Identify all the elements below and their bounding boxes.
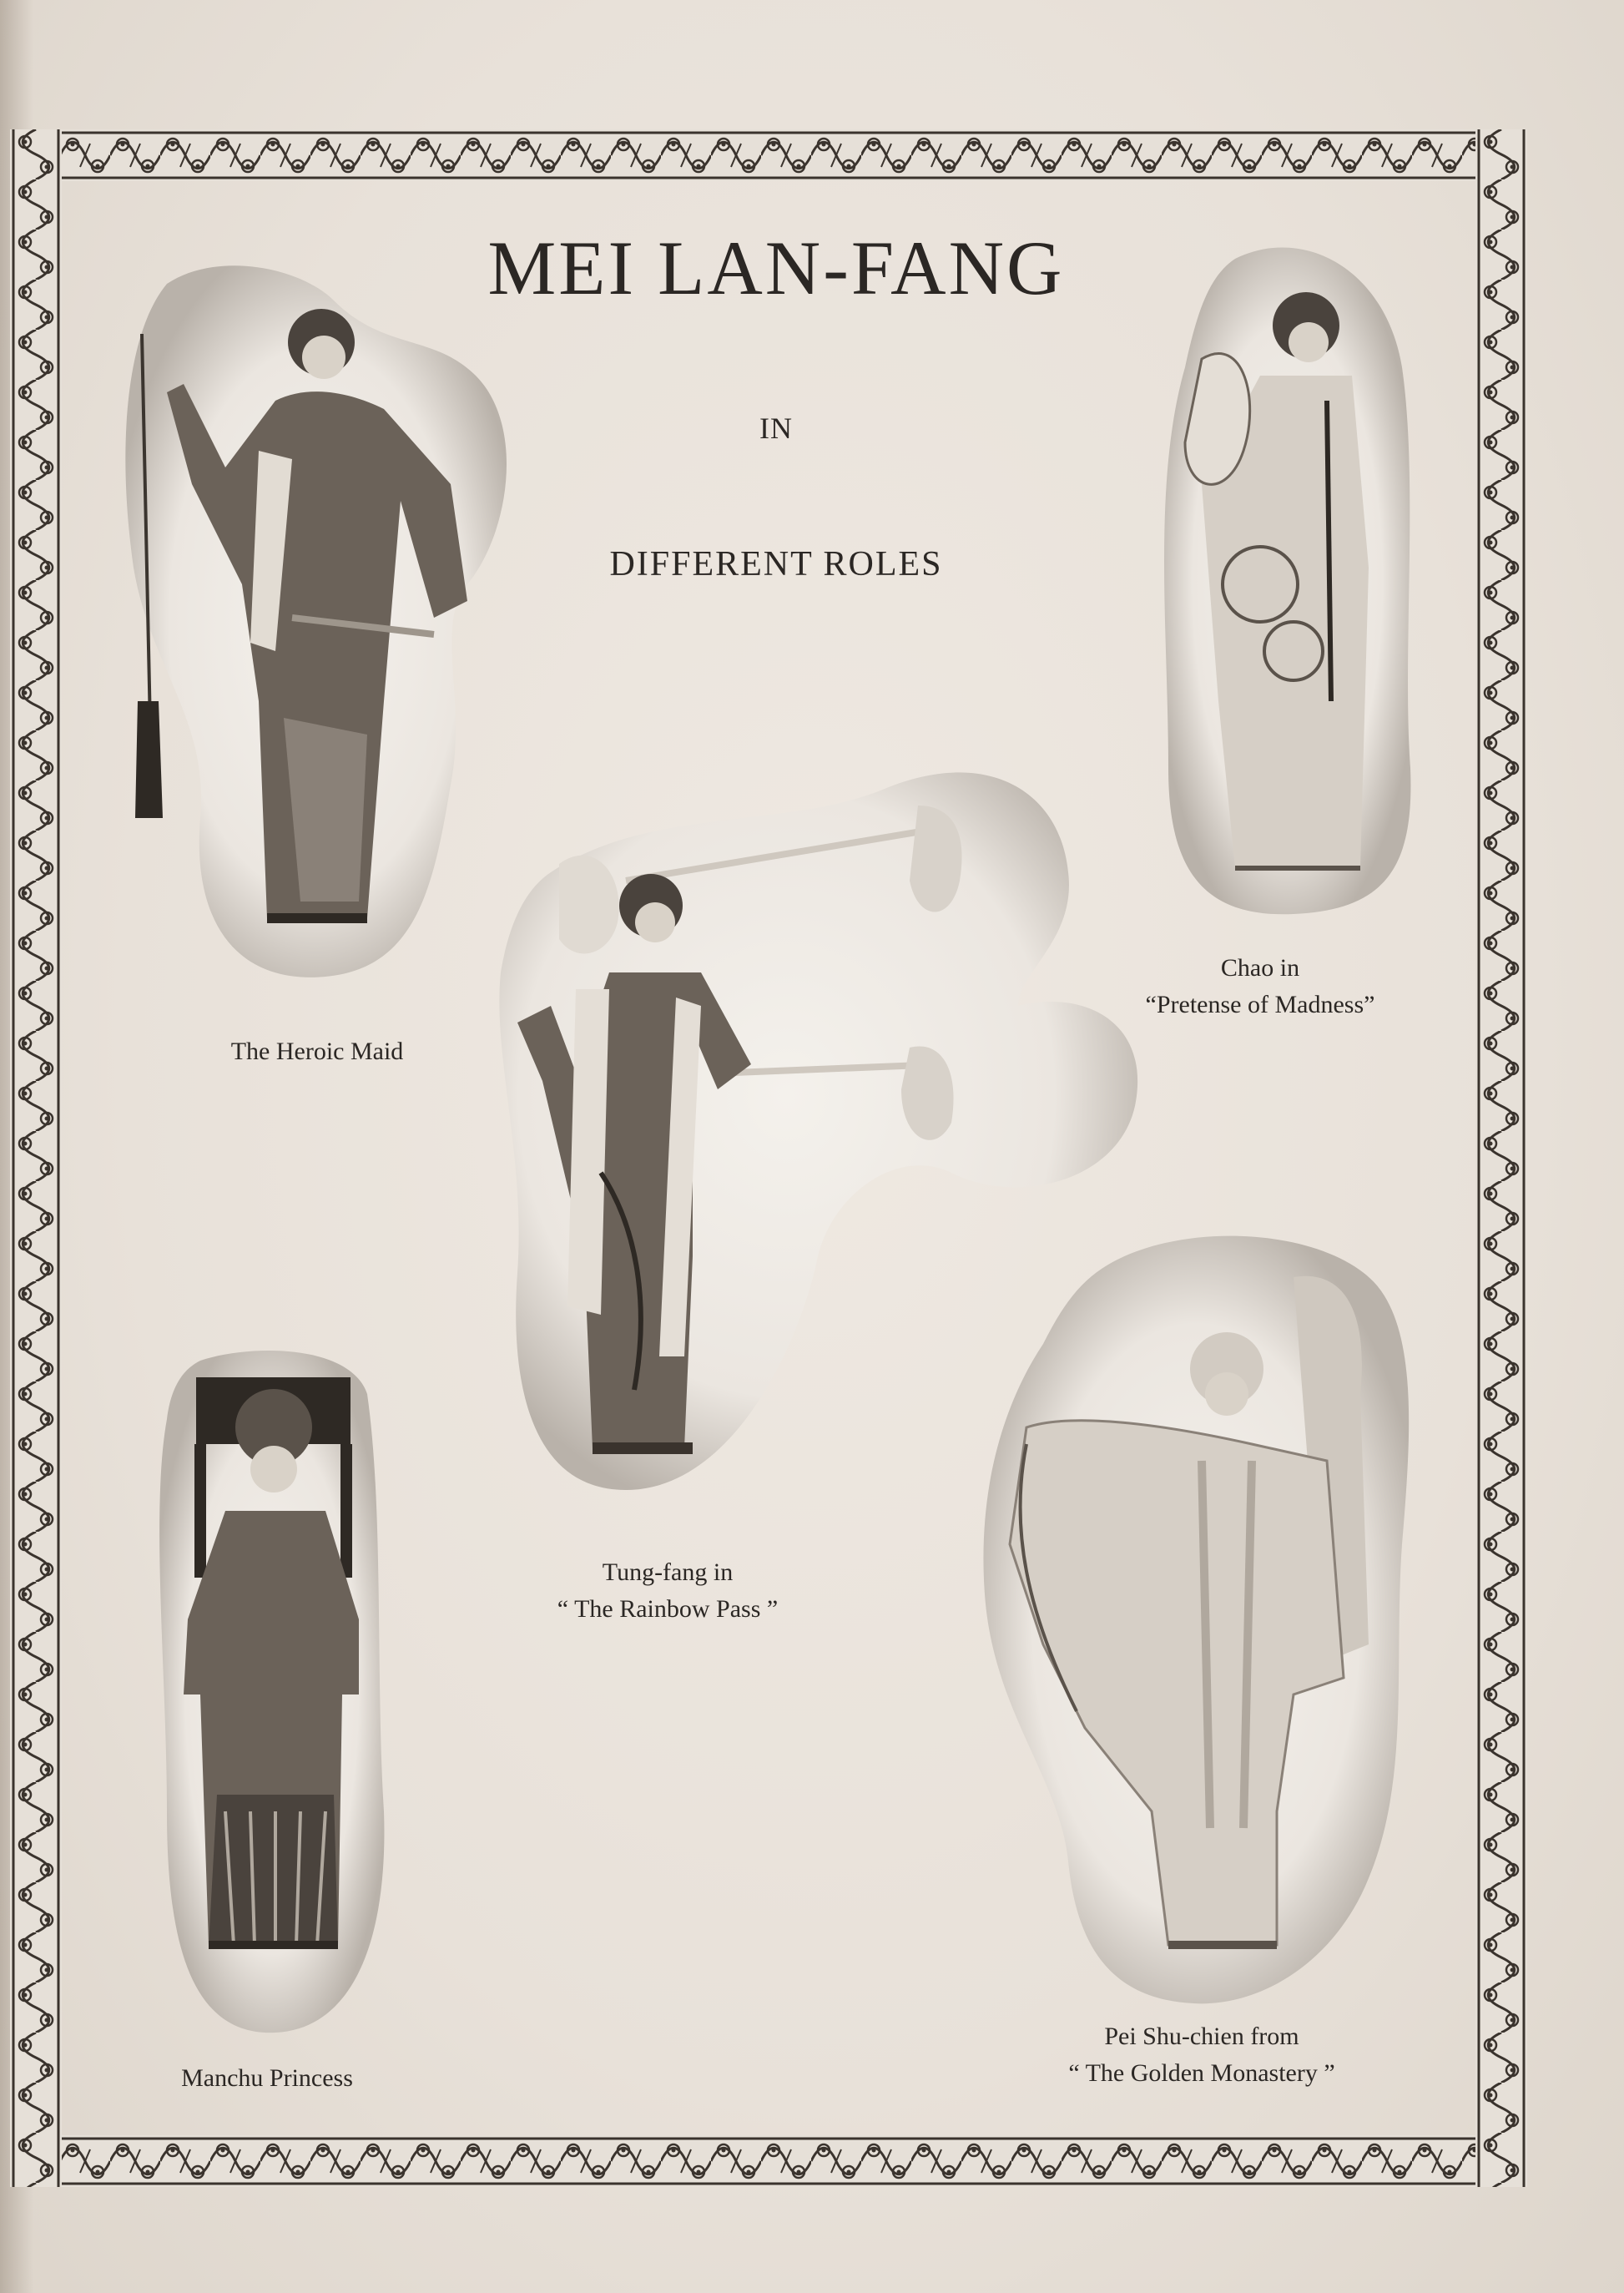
caption-chao <box>1118 950 1402 1023</box>
ornamental-border-top <box>10 129 1519 181</box>
page-title: MEI LAN-FANG <box>487 225 1065 311</box>
caption-line: “ The Rainbow Pass ” <box>557 1595 779 1623</box>
photo-heroic-maid <box>117 234 534 985</box>
subtitle-in: IN <box>759 412 793 445</box>
ornamental-border-bottom <box>10 2135 1527 2187</box>
caption-line: Tung-fang in <box>602 1558 734 1586</box>
caption-heroic-maid <box>167 1033 467 1070</box>
photo-chao <box>1152 234 1419 918</box>
caption-line: Chao in <box>1220 954 1300 982</box>
caption-manchu-princess <box>117 2060 417 2097</box>
caption-line: “Pretense of Madness” <box>1145 991 1375 1018</box>
caption-line: “ The Golden Monastery ” <box>1068 2059 1335 2087</box>
caption-pei-shu-chien <box>1026 2018 1377 2092</box>
caption-tung-fang <box>517 1554 818 1628</box>
caption-line: The Heroic Maid <box>230 1038 404 1065</box>
subtitle-different-roles: DIFFERENT ROLES <box>609 545 943 583</box>
photo-manchu-princess <box>150 1344 392 2037</box>
photo-pei-shu-chien <box>976 1227 1419 2012</box>
caption-line: Pei Shu-chien from <box>1104 2023 1299 2050</box>
caption-line: Manchu Princess <box>181 2064 353 2092</box>
